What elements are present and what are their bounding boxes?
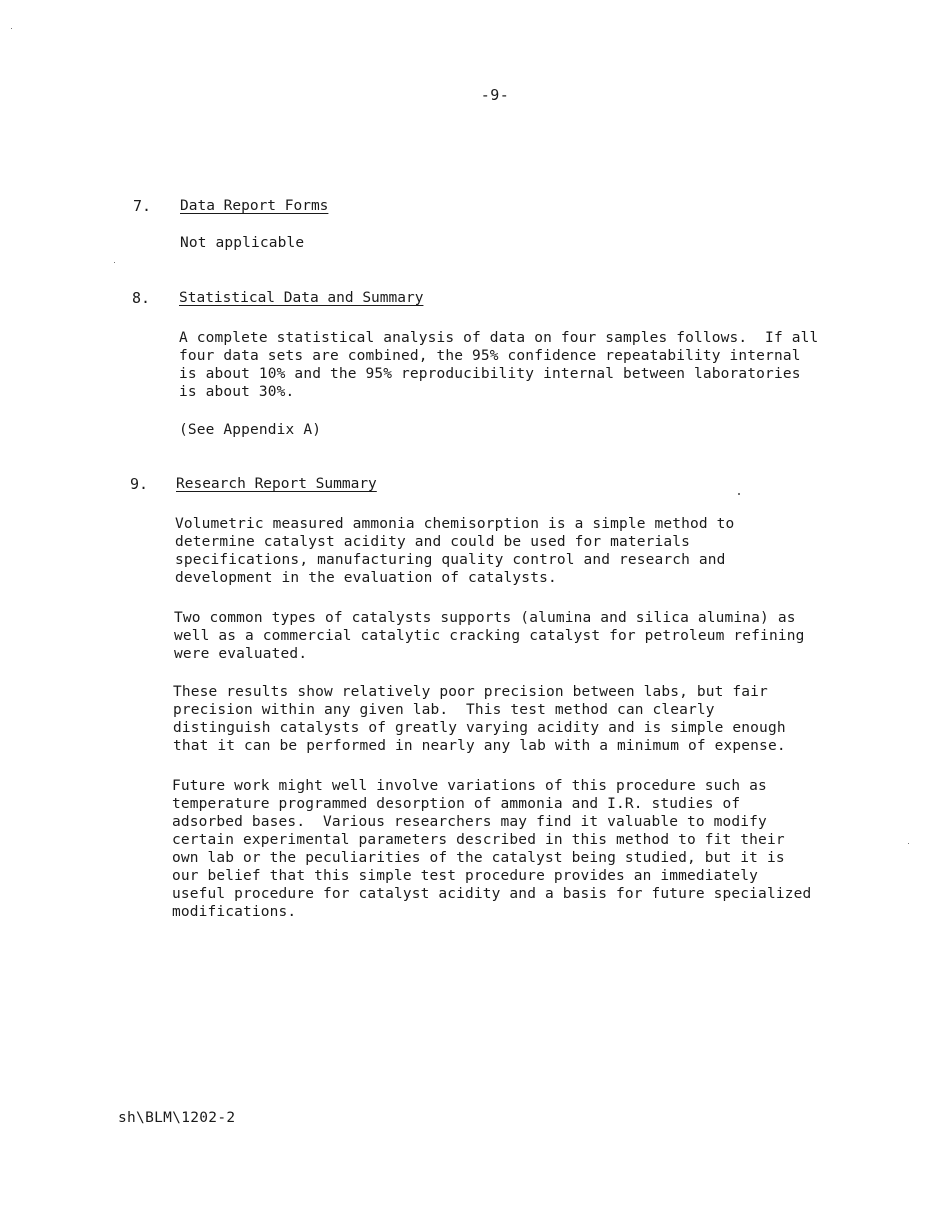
section-number: 8. bbox=[132, 289, 151, 307]
section-title: Statistical Data and Summary bbox=[179, 290, 424, 306]
scan-speck bbox=[738, 493, 740, 495]
section-paragraph: Two common types of catalysts supports (alumina and silica alumina) as well as a commercial catalytic cracking catalyst for petroleum refining were evaluated. bbox=[174, 610, 805, 662]
section-paragraph: These results show relatively poor precision between labs, but fair precision within any given lab. This test method can clearly distinguish catalysts of greatly varying acidity and is simple enough that it can be performed in nearly any lab with a minimum of expense. bbox=[173, 684, 786, 754]
section-title: Research Report Summary bbox=[176, 476, 377, 492]
section-paragraph: A complete statistical analysis of data on four samples follows. If all four data sets are combined, the 95% confidence repeatability internal is about 10% and the 95% reproducibility internal between laboratories is about 30%. bbox=[179, 330, 819, 400]
page-number: -9- bbox=[480, 86, 510, 104]
section-paragraph: Not applicable bbox=[180, 235, 305, 251]
section-number: 7. bbox=[133, 197, 152, 215]
section-paragraph: (See Appendix A) bbox=[179, 422, 322, 438]
scan-speck bbox=[11, 28, 12, 29]
section-paragraph: Volumetric measured ammonia chemisorption is a simple method to determine catalyst acidity and could be used for materials specifications, manufacturing quality control and research and development in the evaluation of catalysts. bbox=[175, 516, 735, 586]
section-number: 9. bbox=[130, 475, 149, 493]
scan-speck bbox=[908, 843, 909, 844]
scan-speck bbox=[114, 262, 115, 263]
document-reference-footer: sh\BLM\1202-2 bbox=[118, 1110, 236, 1126]
section-title: Data Report Forms bbox=[180, 198, 329, 214]
section-paragraph: Future work might well involve variations of this procedure such as temperature programmed desorption of ammonia and I.R. studies of adsorbed bases. Various researchers may find it valuable to modify certain experimental parameters described in this method to fit their own lab or the peculiarities of the catalyst being studied, but it is our belief that this simple test procedure provides an immediately useful procedure for catalyst acidity and a basis for future specialized modifications. bbox=[172, 778, 812, 920]
